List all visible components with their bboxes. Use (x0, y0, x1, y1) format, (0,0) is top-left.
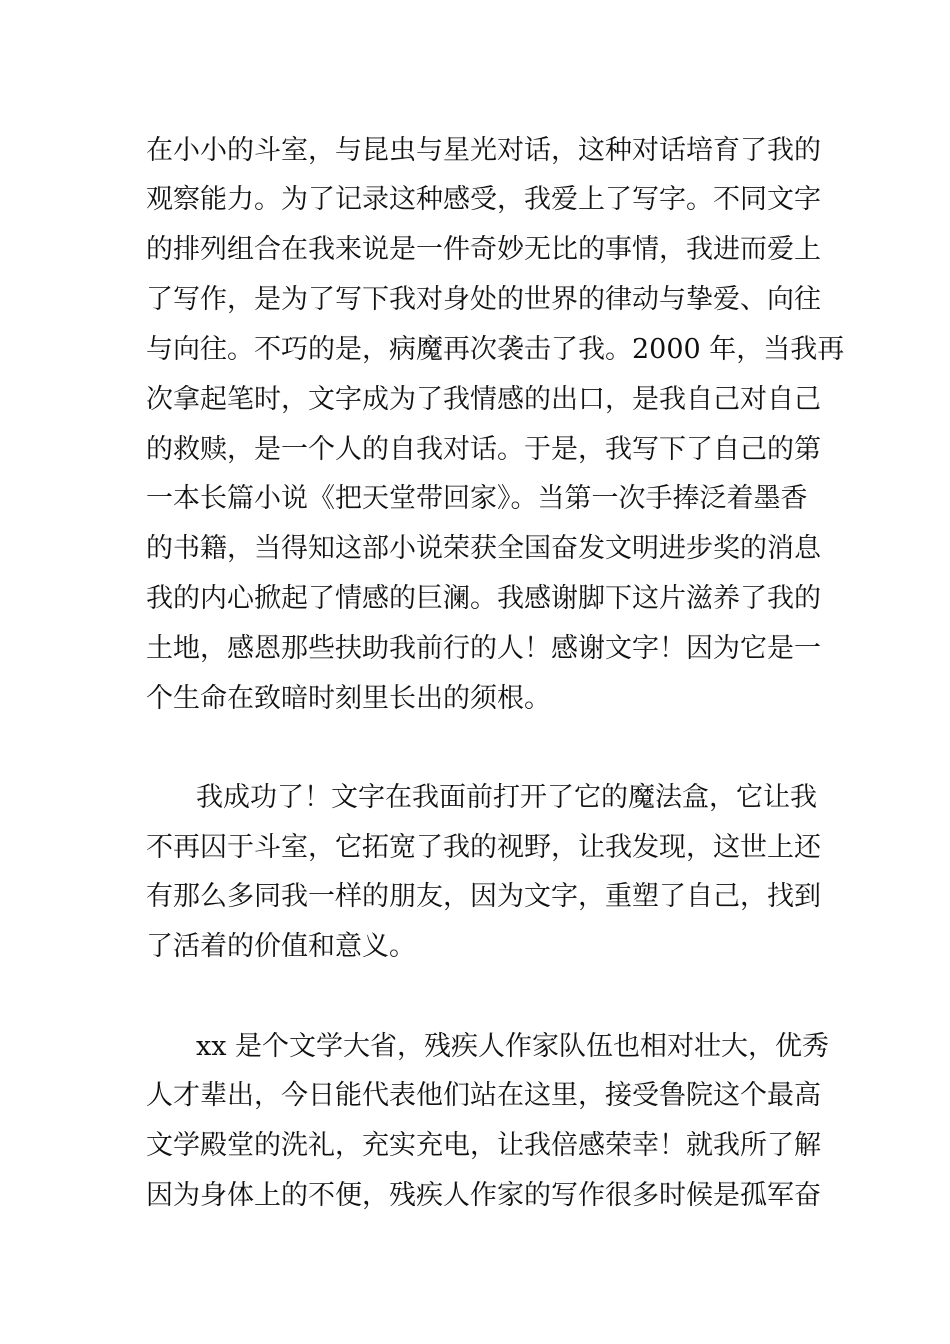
paragraph-1-line-6: 次拿起笔时，文字成为了我情感的出口，是我自己对自己 (146, 384, 821, 415)
paragraph-1-line-4: 了写作，是为了写下我对身处的世界的律动与挚爱、向往 (146, 284, 821, 315)
paragraph-2-line-4: 了活着的价值和意义。 (146, 931, 416, 962)
paragraph-1-line-2: 观察能力。为了记录这种感受，我爱上了写字。不同文字 (146, 184, 821, 215)
paragraph-1-line-9: 的书籍，当得知这部小说荣获全国奋发文明进步奖的消息 (146, 533, 821, 564)
paragraph-1-line-7: 的救赎，是一个人的自我对话。于是，我写下了自己的第 (146, 434, 821, 465)
paragraph-1-line-11: 土地，感恩那些扶助我前行的人！感谢文字！因为它是一 (146, 633, 821, 664)
paragraph-1-line-10: 我的内心掀起了情感的巨澜。我感谢脚下这片滋养了我的 (146, 583, 821, 614)
paragraph-3-line-2: 人才辈出，今日能代表他们站在这里，接受鲁院这个最高 (146, 1080, 821, 1111)
paragraph-3-line-4: 因为身体上的不便，残疾人作家的写作很多时候是孤军奋 (146, 1180, 821, 1211)
paragraph-1-line-8: 一本长篇小说《把天堂带回家》。当第一次手捧泛着墨香 (146, 483, 808, 514)
paragraph-1-line-12: 个生命在致暗时刻里长出的须根。 (146, 683, 551, 714)
paragraph-1-line-3: 的排列组合在我来说是一件奇妙无比的事情，我进而爱上 (146, 234, 821, 265)
paragraph-1-line-1: 在小小的斗室，与昆虫与星光对话，这种对话培育了我的 (146, 135, 821, 166)
paragraph-2-line-3: 有那么多同我一样的朋友，因为文字，重塑了自己，找到 (146, 881, 821, 912)
paragraph-3-line-1: xx 是个文学大省，残疾人作家队伍也相对壮大，优秀 (196, 1031, 830, 1062)
paragraph-2-line-1: 我成功了！文字在我面前打开了它的魔法盒，它让我 (196, 782, 817, 813)
paragraph-1-line-5: 与向往。不巧的是，病魔再次袭击了我。2000 年，当我再 (146, 334, 845, 365)
paragraph-3-line-3: 文学殿堂的洗礼，充实充电，让我倍感荣幸！就我所了解 (146, 1130, 821, 1161)
paragraph-2-line-2: 不再囚于斗室，它拓宽了我的视野，让我发现，这世上还 (146, 832, 821, 863)
